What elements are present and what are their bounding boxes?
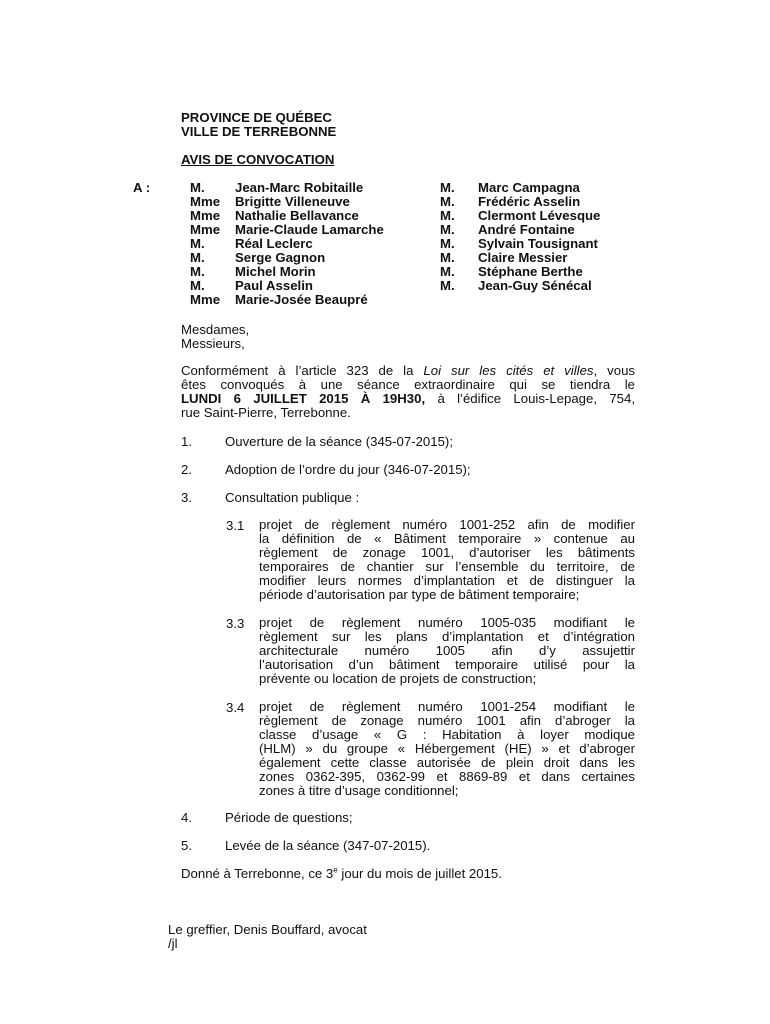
- recipient-right-name: Sylvain Tousignant: [478, 236, 598, 251]
- recipient-right-title: M.: [440, 194, 455, 209]
- recipient-right-title: M.: [440, 208, 455, 223]
- recipient-right-name: Frédéric Asselin: [478, 194, 581, 209]
- subitem-number: 3.4: [226, 700, 245, 715]
- recipient-right-title: M.: [440, 250, 455, 265]
- recipient-left-title: Mme: [190, 208, 221, 223]
- subitem-line: classe d’usage « G : Habitation à loyer modique: [259, 727, 635, 742]
- item-3-text: Consultation publique :: [225, 490, 360, 505]
- item-5-text: Levée de la séance (347-07-2015).: [225, 838, 431, 853]
- recipient-right-name: Stéphane Berthe: [478, 264, 583, 279]
- salutation-messieurs: Messieurs,: [181, 336, 245, 351]
- recipient-right-name: Clermont Lévesque: [478, 208, 601, 223]
- recipient-left-name: Paul Asselin: [235, 278, 313, 293]
- subitem-line: période d’autorisation par type de bâtiment temporaire;: [259, 587, 580, 602]
- signature-line: Le greffier, Denis Bouffard, avocat: [168, 922, 367, 937]
- item-1-text: Ouverture de la séance (345-07-2015);: [225, 434, 453, 449]
- recipient-left-title: Mme: [190, 194, 221, 209]
- recipient-left-name: Nathalie Bellavance: [235, 208, 359, 223]
- recipient-right-name: Marc Campagna: [478, 180, 580, 195]
- subitem-line: également cette classe autorisée de plein droit dans les: [259, 755, 635, 770]
- subitem-line: projet de règlement numéro 1005-035 modifiant le: [259, 615, 635, 630]
- subitem-line: projet de règlement numéro 1001-252 afin de modifier: [259, 517, 635, 532]
- recipient-left-title: M.: [190, 250, 205, 265]
- item-4-number: 4.: [181, 810, 192, 825]
- recipient-left-name: Serge Gagnon: [235, 250, 326, 265]
- subitem-line: règlement de zonage 1001, d’autoriser les bâtiments: [259, 545, 635, 560]
- subitem-line: projet de règlement numéro 1001-254 modifiant le: [259, 699, 635, 714]
- avis-title: AVIS DE CONVOCATION: [181, 152, 335, 167]
- recipient-right-title: M.: [440, 236, 455, 251]
- recipient-right-name: Jean-Guy Sénécal: [478, 278, 592, 293]
- recipient-left-title: Mme: [190, 222, 221, 237]
- salutation-mesdames: Mesdames,: [181, 322, 250, 337]
- subitem-line: la définition de « Bâtiment temporaire » contenue au: [259, 531, 635, 546]
- recipient-right-name: André Fontaine: [478, 222, 575, 237]
- recipients-prefix: A :: [133, 180, 151, 195]
- recipient-left-name: Brigitte Villeneuve: [235, 194, 350, 209]
- recipient-left-name: Réal Leclerc: [235, 236, 313, 251]
- recipient-right-name: Claire Messier: [478, 250, 568, 265]
- signature-initials: /jl: [168, 936, 178, 951]
- intro-line-1: Conformément à l’article 323 de la Loi sur les cités et villes, vous: [181, 363, 635, 378]
- subitem-line: temporaires de chantier sur l’ensemble du territoire, de: [259, 559, 635, 574]
- recipient-right-title: M.: [440, 278, 455, 293]
- closing-date: Donné à Terrebonne, ce 3e jour du mois de juillet 2015.: [181, 865, 502, 881]
- subitem-line: règlement de zonage numéro 1001 afin d’abroger la: [259, 713, 635, 728]
- recipient-left-title: M.: [190, 278, 205, 293]
- recipient-left-title: M.: [190, 264, 205, 279]
- item-1-number: 1.: [181, 434, 192, 449]
- intro-line-3: LUNDI 6 JUILLET 2015 À 19H30, à l’édifice Louis-Lepage, 754,: [181, 391, 635, 406]
- item-2-number: 2.: [181, 462, 192, 477]
- recipient-left-name: Marie-Josée Beaupré: [235, 292, 368, 307]
- ville-heading: VILLE DE TERREBONNE: [181, 124, 337, 139]
- item-5-number: 5.: [181, 838, 192, 853]
- recipient-left-name: Michel Morin: [235, 264, 316, 279]
- item-3-number: 3.: [181, 490, 192, 505]
- recipient-left-title: M.: [190, 236, 205, 251]
- recipient-left-name: Marie-Claude Lamarche: [235, 222, 384, 237]
- subitem-line: zones à titre d’usage conditionnel;: [259, 783, 459, 798]
- subitem-line: prévente ou location de projets de construction;: [259, 671, 537, 686]
- recipient-left-title: Mme: [190, 292, 221, 307]
- subitem-line: (HLM) » du groupe « Hébergement (HE) » et d’abroger: [259, 741, 635, 756]
- subitem-number: 3.1: [226, 518, 245, 533]
- subitem-line: modifier leurs normes d’implantation et de distinguer la: [259, 573, 635, 588]
- recipient-right-title: M.: [440, 264, 455, 279]
- province-heading: PROVINCE DE QUÉBEC: [181, 110, 332, 125]
- recipient-right-title: M.: [440, 222, 455, 237]
- intro-line-2: êtes convoqués à une séance extraordinaire qui se tiendra le: [181, 377, 635, 392]
- item-2-text: Adoption de l’ordre du jour (346-07-2015);: [225, 462, 471, 477]
- item-4-text: Période de questions;: [225, 810, 353, 825]
- subitem-line: architecturale numéro 1005 afin d’y assujettir: [259, 643, 635, 658]
- subitem-line: zones 0362-395, 0362-99 et 8869-89 et dans certaines: [259, 769, 635, 784]
- recipient-left-name: Jean-Marc Robitaille: [235, 180, 364, 195]
- recipient-left-title: M.: [190, 180, 205, 195]
- intro-line-4: rue Saint-Pierre, Terrebonne.: [181, 405, 351, 420]
- subitem-line: l’autorisation d’un bâtiment temporaire utilisé pour la: [259, 657, 635, 672]
- recipient-right-title: M.: [440, 180, 455, 195]
- subitem-line: règlement sur les plans d’implantation et d’intégration: [259, 629, 635, 644]
- subitem-number: 3.3: [226, 616, 245, 631]
